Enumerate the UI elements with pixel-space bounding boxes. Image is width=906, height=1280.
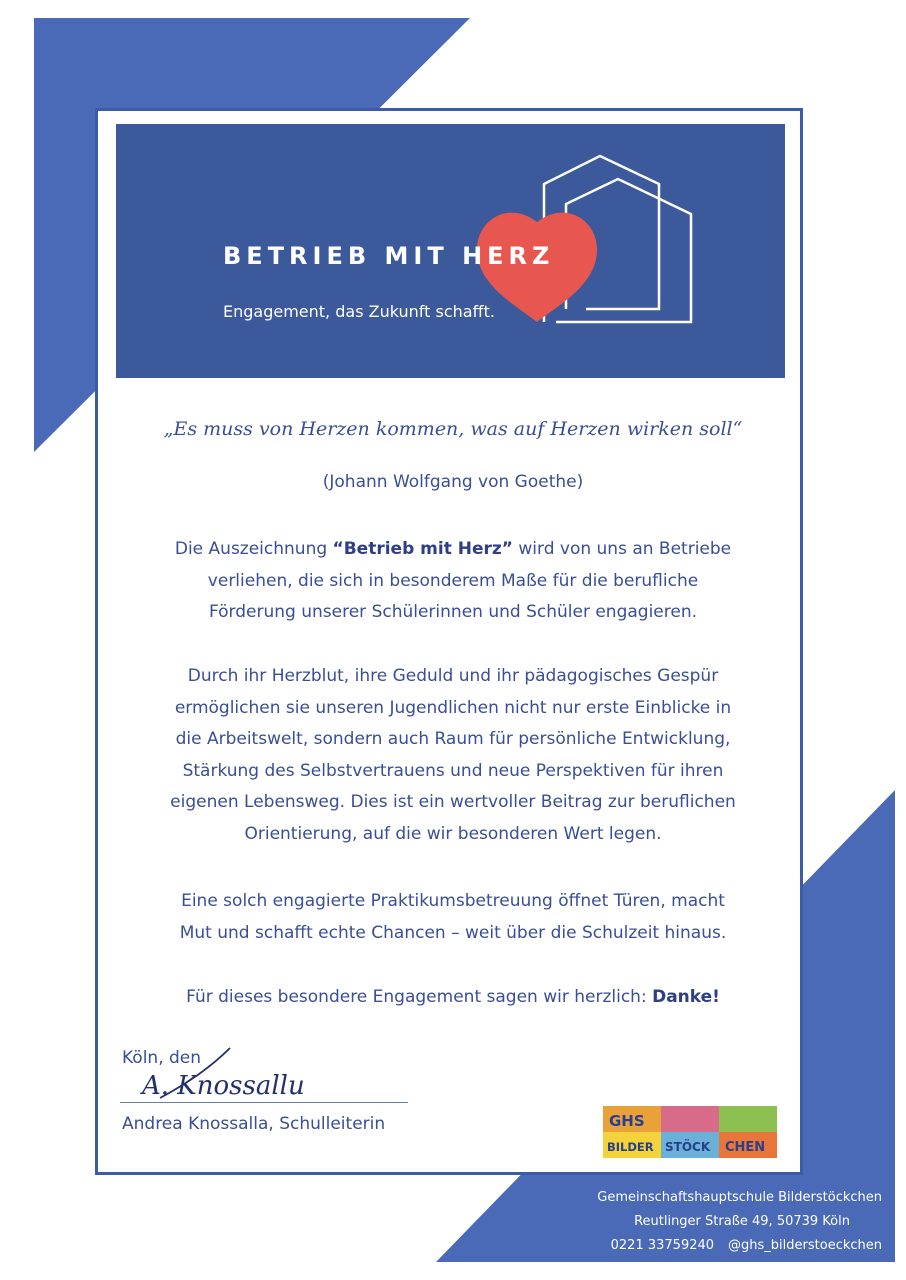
signature-line bbox=[120, 1102, 408, 1103]
paragraph-line: Orientierung, auf die wir besonderen Wert legen. bbox=[244, 823, 662, 844]
footer-address: Reutlinger Straße 49, 50739 Köln bbox=[634, 1214, 850, 1229]
footer-phone: 0221 33759240 bbox=[610, 1238, 715, 1253]
footer-social: @ghs_bilderstoeckchen bbox=[728, 1238, 882, 1253]
award-name: “Betrieb mit Herz” bbox=[332, 539, 513, 559]
paragraph-award bbox=[110, 534, 796, 629]
paragraph-line: ermöglichen sie unseren Jugendlichen nicht nur erste Einblicke in bbox=[174, 697, 732, 718]
paragraph-line: Eine solch engagierte Praktikumsbetreuung öffnet Türen, macht bbox=[181, 891, 725, 911]
paragraph-line: Stärkung des Selbstvertrauens und neue Perspektiven für ihren bbox=[182, 760, 724, 781]
banner-subtitle: Engagement, das Zukunft schafft. bbox=[223, 302, 495, 321]
svg-text:CHEN: CHEN bbox=[725, 1140, 766, 1155]
paragraph-line: Durch ihr Herzblut, ihre Geduld und ihr pädagogisches Gespür bbox=[187, 666, 719, 686]
svg-text:STÖCK: STÖCK bbox=[665, 1140, 711, 1154]
paragraph-line: Für dieses besondere Engagement sagen wir herzlich: Danke! bbox=[186, 987, 720, 1007]
paragraph-line: eigenen Lebensweg. Dies ist ein wertvoller Beitrag zur beruflichen bbox=[170, 792, 736, 812]
paragraph-line: die Arbeitswelt, sondern auch Raum für persönliche Entwicklung, bbox=[175, 729, 731, 749]
banner-title: BETRIEB MIT HERZ bbox=[223, 242, 555, 270]
logo-cell bbox=[661, 1106, 719, 1132]
school-logo bbox=[603, 1106, 777, 1158]
paragraph-thanks bbox=[110, 982, 796, 1014]
footer-contact bbox=[611, 1238, 882, 1253]
handwritten-signature bbox=[130, 1042, 340, 1104]
goethe-quote: „Es muss von Herzen kommen, was auf Herzen wirken soll“ bbox=[163, 418, 743, 440]
svg-text:GHS: GHS bbox=[609, 1112, 645, 1130]
paragraph-line: Die Auszeichnung “Betrieb mit Herz” wird von uns an Betriebe bbox=[174, 539, 732, 559]
place-date: Köln, den bbox=[122, 1048, 202, 1068]
paragraph-line: verliehen, die sich in besonderem Maße für die berufliche bbox=[207, 570, 699, 591]
paragraph-line: Mut und schafft echte Chancen – weit über die Schulzeit hinaus. bbox=[179, 922, 727, 943]
banner bbox=[116, 124, 785, 378]
footer-school-name: Gemeinschaftshauptschule Bilderstöckchen bbox=[597, 1190, 882, 1205]
logo-cell bbox=[719, 1106, 777, 1132]
paragraph-internship bbox=[110, 886, 796, 949]
quote-author: (Johann Wolfgang von Goethe) bbox=[322, 472, 584, 492]
paragraph-line: Förderung unserer Schülerinnen und Schüler engagieren. bbox=[208, 602, 698, 622]
paragraph-commitment bbox=[110, 661, 796, 850]
thanks-word: Danke! bbox=[652, 987, 720, 1007]
svg-text:A. Knossallu: A. Knossallu bbox=[142, 1071, 305, 1101]
svg-text:BILDER: BILDER bbox=[607, 1140, 654, 1154]
banner-title-highlight: HERZ bbox=[462, 242, 555, 270]
signatory-name: Andrea Knossalla, Schulleiterin bbox=[122, 1114, 386, 1134]
